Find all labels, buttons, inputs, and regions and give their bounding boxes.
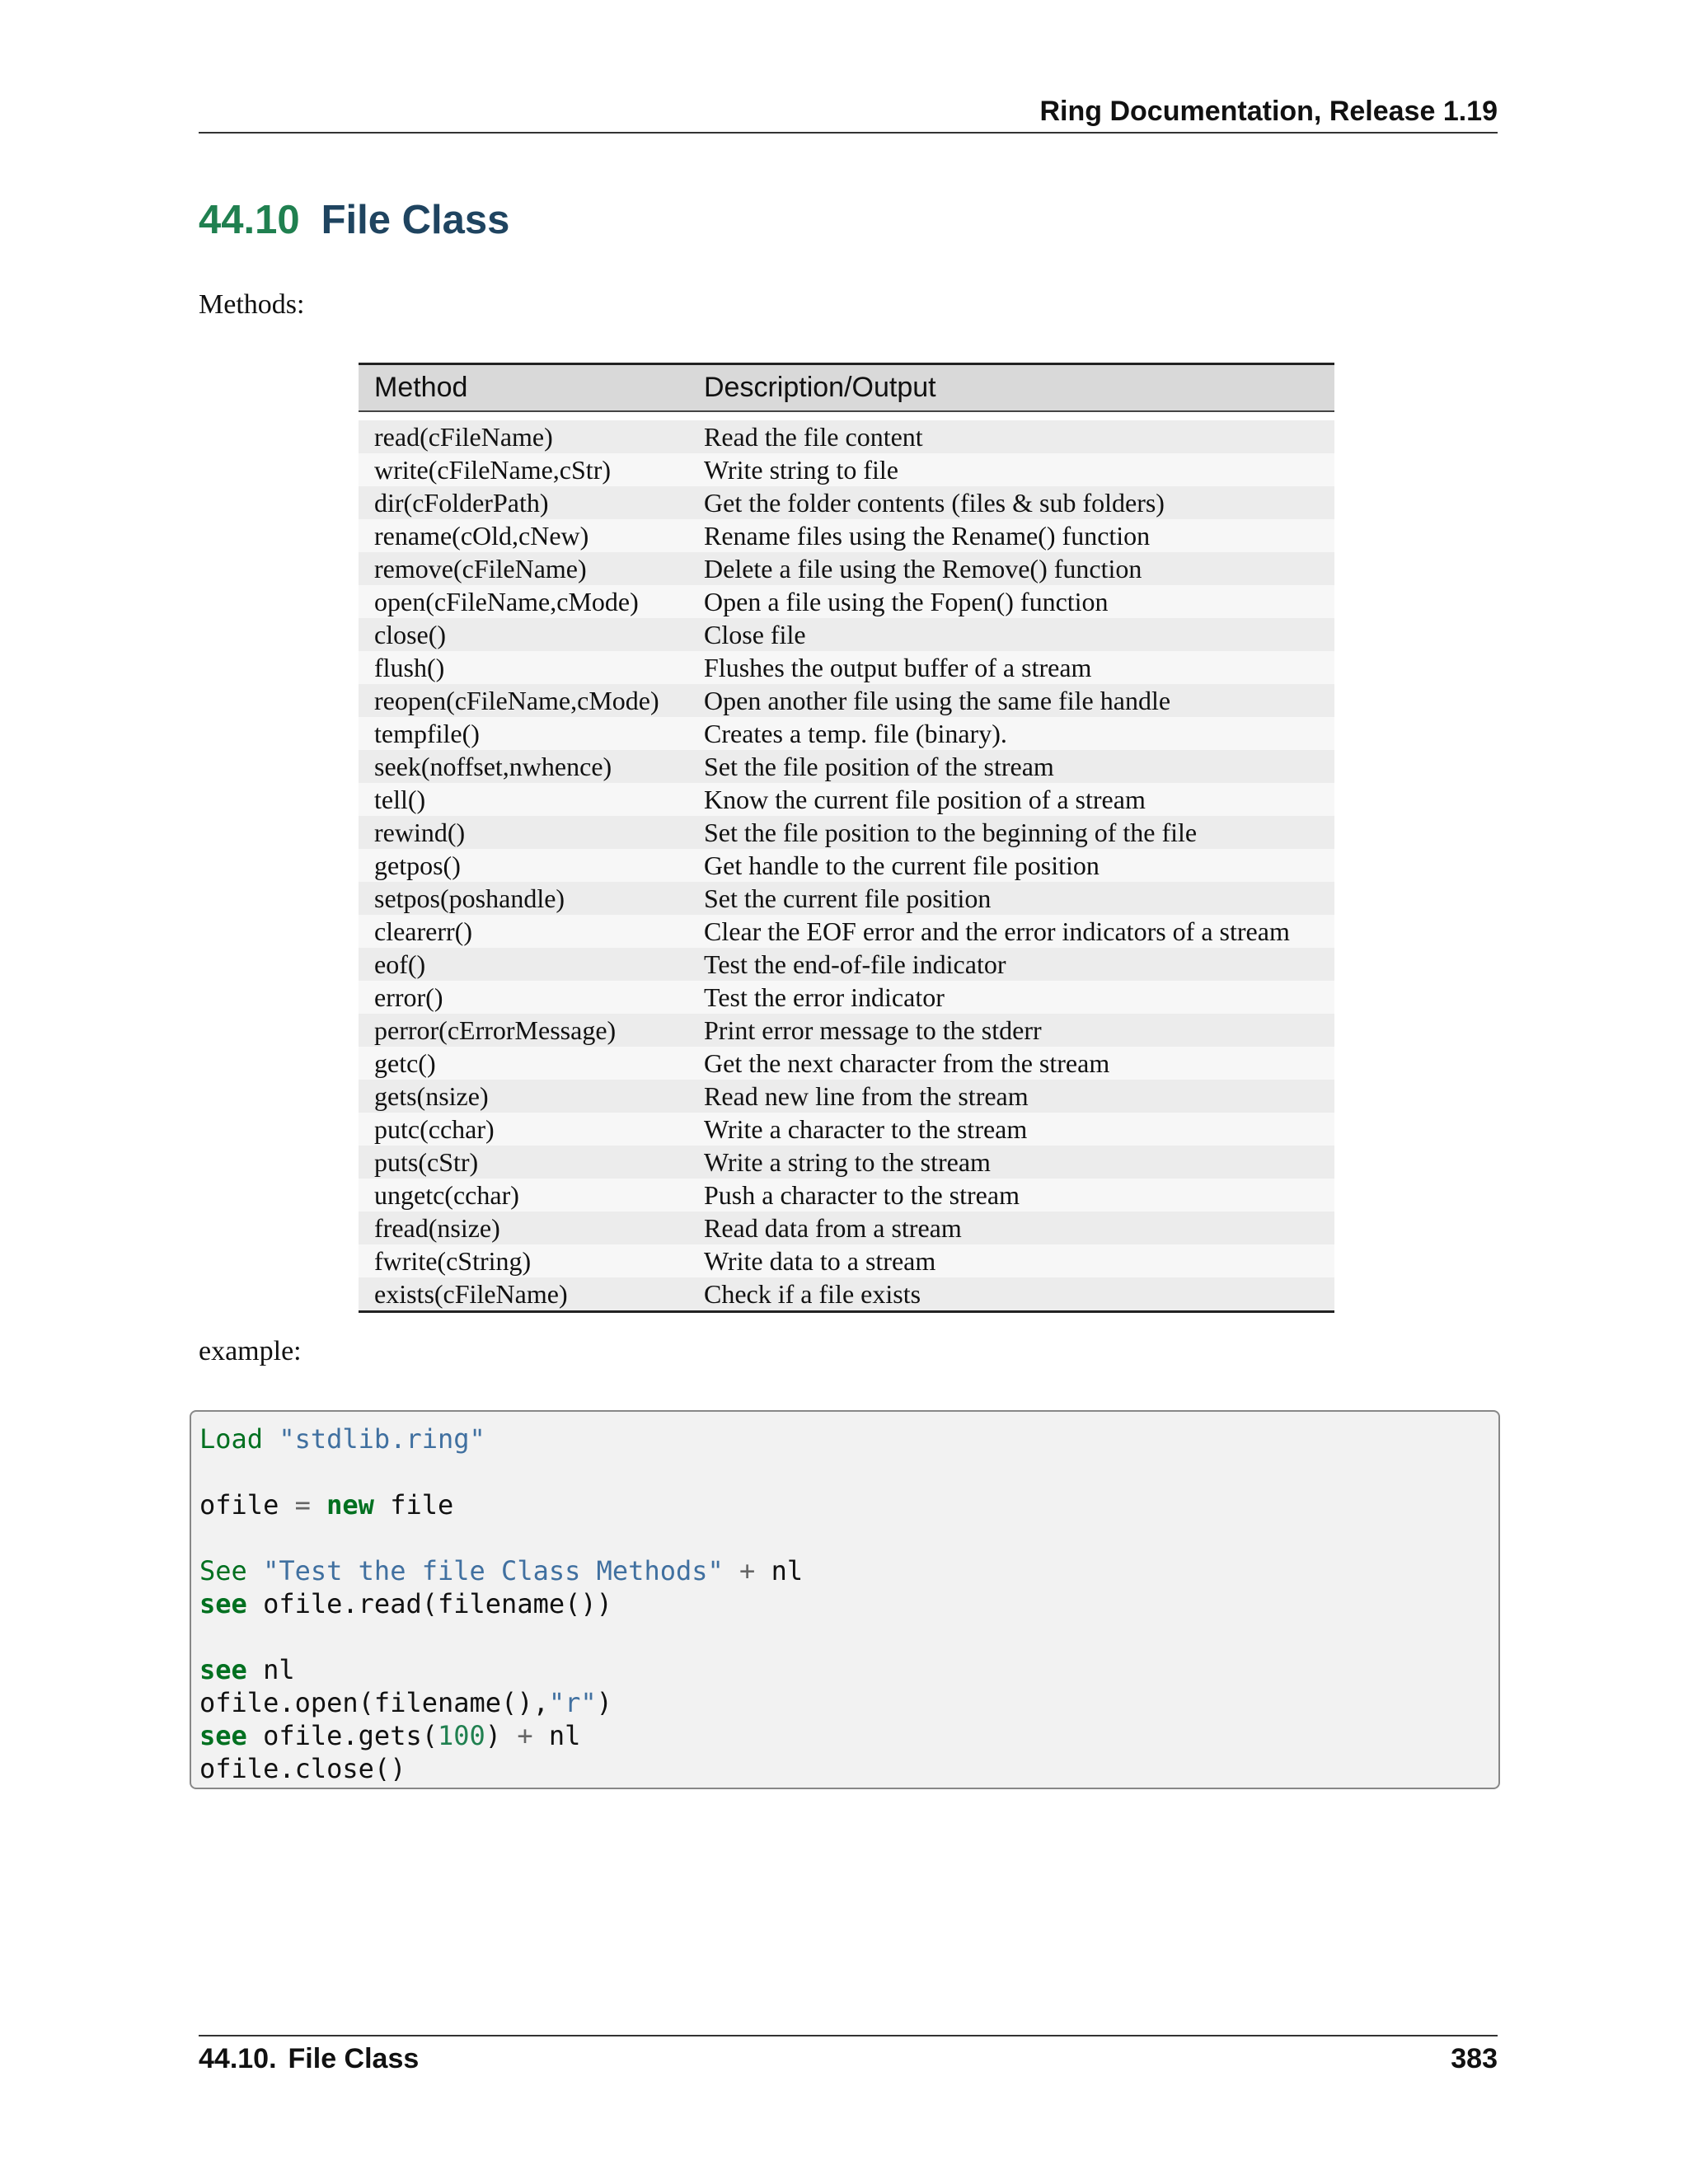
description-cell: Write string to file <box>688 453 1334 486</box>
method-cell: fread(nsize) <box>359 1212 688 1244</box>
code-block <box>190 1410 1500 1789</box>
table-row <box>359 783 1334 816</box>
table-row <box>359 981 1334 1014</box>
code-text: nl <box>532 1720 581 1751</box>
code-keyword: see <box>199 1720 247 1751</box>
method-cell: fwrite(cString) <box>359 1244 688 1277</box>
method-cell: read(cFileName) <box>359 420 688 453</box>
table-row <box>359 948 1334 981</box>
code-line <box>199 1488 1498 1521</box>
method-cell: setpos(poshandle) <box>359 882 688 915</box>
code-text: nl <box>246 1654 295 1685</box>
column-header-description: Description/Output <box>688 364 1334 412</box>
code-keyword: See <box>199 1555 247 1586</box>
example-intro: example: <box>199 1336 302 1366</box>
column-header-method: Method <box>359 364 688 412</box>
description-cell: Close file <box>688 618 1334 651</box>
table-row <box>359 1014 1334 1047</box>
table-row <box>359 849 1334 882</box>
description-cell: Write a string to the stream <box>688 1146 1334 1179</box>
table-row <box>359 750 1334 783</box>
code-line-blank <box>199 1521 1498 1554</box>
code-text: file <box>373 1489 454 1521</box>
code-line-blank <box>199 1620 1498 1653</box>
method-cell: getpos() <box>359 849 688 882</box>
table-row <box>359 1080 1334 1113</box>
description-cell: Creates a temp. file (binary). <box>688 717 1334 750</box>
method-cell: ungetc(cchar) <box>359 1179 688 1212</box>
code-text: ofile.read(filename()) <box>246 1588 612 1619</box>
code-text: ofile.open(filename(), <box>199 1687 549 1718</box>
method-cell: rewind() <box>359 816 688 849</box>
code-keyword: see <box>199 1588 247 1619</box>
code-text: ) <box>596 1687 612 1718</box>
code-line <box>199 1686 1498 1719</box>
table-row <box>359 1179 1334 1212</box>
description-cell: Open a file using the Fopen() function <box>688 585 1334 618</box>
page-number: 383 <box>1451 2043 1498 2074</box>
description-cell: Push a character to the stream <box>688 1179 1334 1212</box>
table-row <box>359 420 1334 453</box>
method-cell: rename(cOld,cNew) <box>359 519 688 552</box>
table-row <box>359 585 1334 618</box>
code-string: "stdlib.ring" <box>279 1423 485 1455</box>
description-cell: Set the file position to the beginning of the file <box>688 816 1334 849</box>
description-cell: Read data from a stream <box>688 1212 1334 1244</box>
methods-table <box>359 363 1334 1313</box>
table-row <box>359 882 1334 915</box>
section-title-text: File Class <box>321 198 510 242</box>
code-line <box>199 1752 1498 1785</box>
description-cell: Get handle to the current file position <box>688 849 1334 882</box>
code-keyword: see <box>199 1654 247 1685</box>
method-cell: tempfile() <box>359 717 688 750</box>
code-operator: + <box>517 1720 533 1751</box>
description-cell: Test the error indicator <box>688 981 1334 1014</box>
method-cell: flush() <box>359 651 688 684</box>
code-operator: + <box>739 1555 756 1586</box>
code-operator: = <box>294 1489 311 1521</box>
description-cell: Read new line from the stream <box>688 1080 1334 1113</box>
description-cell: Write data to a stream <box>688 1244 1334 1277</box>
code-line <box>199 1719 1498 1752</box>
code-text: ofile.gets( <box>246 1720 438 1751</box>
description-cell: Check if a file exists <box>688 1277 1334 1312</box>
code-line-blank <box>199 1455 1498 1488</box>
method-cell: clearerr() <box>359 915 688 948</box>
method-cell: gets(nsize) <box>359 1080 688 1113</box>
footer-section-number: 44.10. <box>199 2043 277 2074</box>
page-header <box>199 91 1498 134</box>
description-cell: Flushes the output buffer of a stream <box>688 651 1334 684</box>
table-row <box>359 618 1334 651</box>
code-text: ofile.close() <box>199 1753 406 1784</box>
code-text: nl <box>755 1555 804 1586</box>
method-cell: perror(cErrorMessage) <box>359 1014 688 1047</box>
table-row <box>359 1047 1334 1080</box>
table-row <box>359 1277 1334 1312</box>
code-text: ) <box>485 1720 518 1751</box>
description-cell: Rename files using the Rename() function <box>688 519 1334 552</box>
code-string: "r" <box>548 1687 597 1718</box>
code-line <box>199 1554 1498 1587</box>
description-cell: Get the folder contents (files & sub folders) <box>688 486 1334 519</box>
method-cell: close() <box>359 618 688 651</box>
footer-section-title: File Class <box>288 2043 420 2074</box>
methods-table-body <box>359 411 1334 1312</box>
description-cell: Write a character to the stream <box>688 1113 1334 1146</box>
table-row <box>359 453 1334 486</box>
description-cell: Set the file position of the stream <box>688 750 1334 783</box>
methods-intro: Methods: <box>199 289 305 320</box>
method-cell: puts(cStr) <box>359 1146 688 1179</box>
table-row <box>359 717 1334 750</box>
code-line <box>199 1653 1498 1686</box>
table-row <box>359 651 1334 684</box>
method-cell: write(cFileName,cStr) <box>359 453 688 486</box>
method-cell: dir(cFolderPath) <box>359 486 688 519</box>
table-row <box>359 486 1334 519</box>
method-cell: eof() <box>359 948 688 981</box>
method-cell: open(cFileName,cMode) <box>359 585 688 618</box>
method-cell: getc() <box>359 1047 688 1080</box>
code-line <box>199 1422 1498 1455</box>
description-cell: Delete a file using the Remove() function <box>688 552 1334 585</box>
table-row <box>359 816 1334 849</box>
method-cell: putc(cchar) <box>359 1113 688 1146</box>
table-row <box>359 684 1334 717</box>
code-string: "Test the file Class Methods" <box>263 1555 724 1586</box>
method-cell: reopen(cFileName,cMode) <box>359 684 688 717</box>
table-row <box>359 1146 1334 1179</box>
running-title: Ring Documentation, Release 1.19 <box>1039 96 1498 127</box>
description-cell: Test the end-of-file indicator <box>688 948 1334 981</box>
method-cell: remove(cFileName) <box>359 552 688 585</box>
table-row <box>359 552 1334 585</box>
description-cell: Open another file using the same file handle <box>688 684 1334 717</box>
method-cell: error() <box>359 981 688 1014</box>
section-number: 44.10 <box>199 198 300 242</box>
code-keyword: Load <box>199 1423 264 1455</box>
section-title <box>199 191 509 249</box>
code-keyword: new <box>326 1489 374 1521</box>
description-cell: Read the file content <box>688 420 1334 453</box>
method-cell: exists(cFileName) <box>359 1277 688 1312</box>
description-cell: Print error message to the stderr <box>688 1014 1334 1047</box>
table-header-row <box>359 364 1334 412</box>
method-cell: tell() <box>359 783 688 816</box>
method-cell: seek(noffset,nwhence) <box>359 750 688 783</box>
code-text: ofile <box>199 1489 295 1521</box>
table-row <box>359 1244 1334 1277</box>
table-row <box>359 1113 1334 1146</box>
description-cell: Clear the EOF error and the error indicators of a stream <box>688 915 1334 948</box>
table-row <box>359 915 1334 948</box>
description-cell: Know the current file position of a stream <box>688 783 1334 816</box>
table-row <box>359 1212 1334 1244</box>
code-number: 100 <box>437 1720 485 1751</box>
table-row <box>359 519 1334 552</box>
description-cell: Set the current file position <box>688 882 1334 915</box>
footer-section <box>199 2036 419 2082</box>
code-line <box>199 1587 1498 1620</box>
page-footer <box>199 2035 1498 2082</box>
table-spacer-row <box>359 411 1334 420</box>
description-cell: Get the next character from the stream <box>688 1047 1334 1080</box>
